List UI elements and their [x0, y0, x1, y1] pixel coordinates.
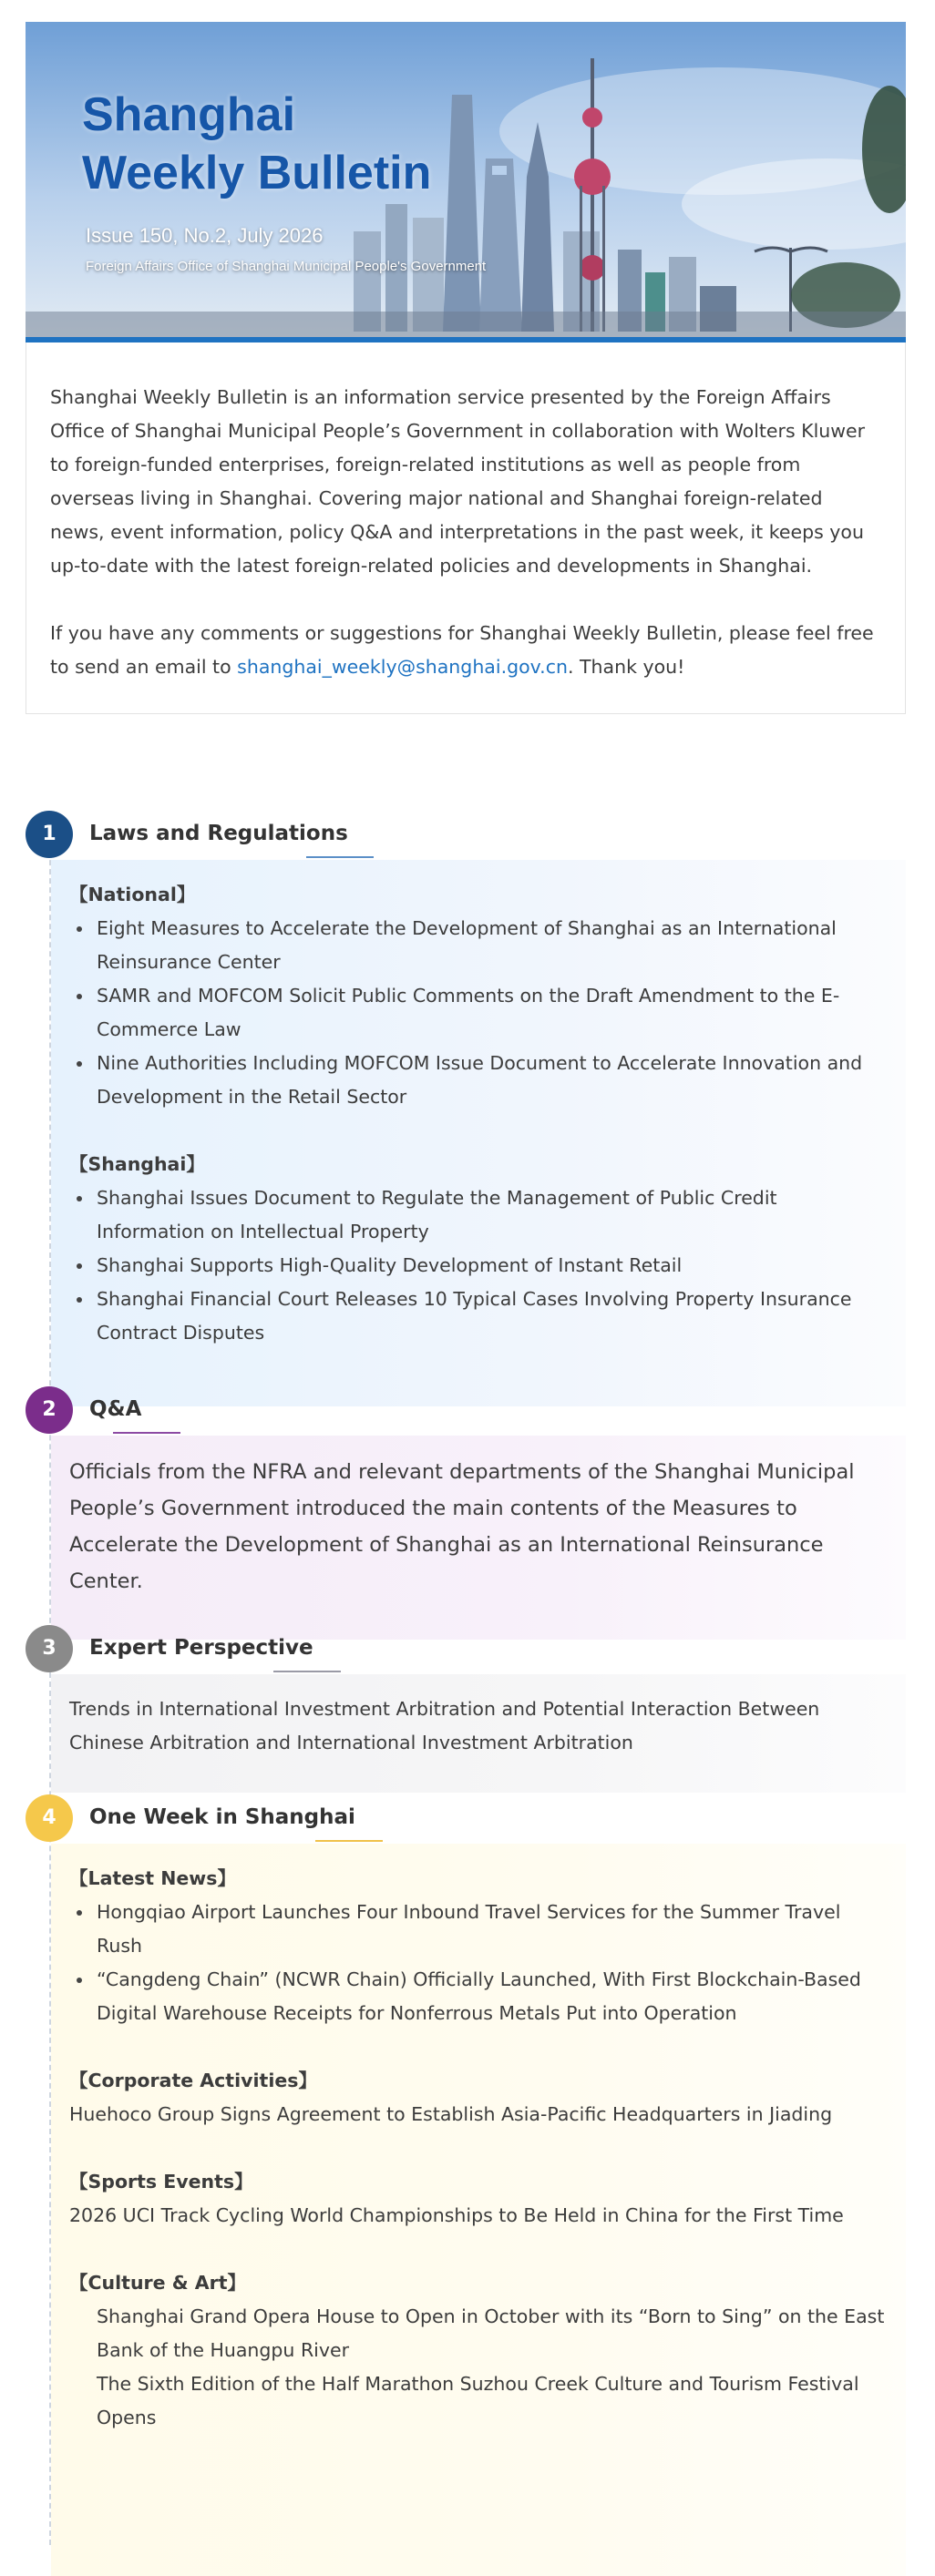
intro-paragraph: Shanghai Weekly Bulletin is an information service presented by the Foreign Affairs Office of Shanghai Municipal People’s Government in collaboration with Wolters Kluwer to foreign-funded enterprises, foreign-related institutions as well as people from overseas living in Shanghai. Covering major national and Shanghai foreign-related news, event information, policy Q&A and interpretations in the past week, it keeps you up-to-date with the latest foreign-related policies and developments in Shanghai. [50, 386, 866, 577]
title-underline [273, 1671, 341, 1672]
contact-suffix: . Thank you! [567, 656, 685, 678]
title-underline [306, 856, 374, 858]
title-underline [113, 1432, 180, 1434]
section-header [26, 1794, 906, 1844]
category-label-national: 【National】 [69, 884, 196, 905]
section-title: Laws and Regulations [89, 822, 348, 845]
list-item[interactable]: SAMR and MOFCOM Solicit Public Comments on the Draft Amendment to the E-Commerce Law [97, 979, 888, 1047]
header-banner [26, 22, 906, 342]
section-number-badge: 2 [26, 1386, 73, 1434]
intro-box [26, 342, 906, 714]
sports-item[interactable]: 2026 UCI Track Cycling World Championships to Be Held in China for the First Time [69, 2204, 844, 2226]
list-item[interactable]: Eight Measures to Accelerate the Development of Shanghai as an International Reinsurance Center [97, 912, 888, 979]
list-item[interactable]: The Sixth Edition of the Half Marathon Suzhou Creek Culture and Tourism Festival Opens [97, 2373, 859, 2428]
section-header [26, 1386, 906, 1436]
list-item[interactable]: “Cangdeng Chain” (NCWR Chain) Officially Launched, With First Blockchain-Based Digital Warehouse Receipts for Nonferrous Metals Put into Operation [97, 1963, 888, 2030]
corporate-item[interactable]: Huehoco Group Signs Agreement to Establish Asia-Pacific Headquarters in Jiading [69, 2103, 833, 2125]
banner-title-line2: Weekly Bulletin [82, 147, 432, 199]
list-item[interactable]: Nine Authorities Including MOFCOM Issue Document to Accelerate Innovation and Development in the Retail Sector [97, 1047, 888, 1114]
culture-list [69, 2300, 888, 2435]
banner-issue: Issue 150, No.2, July 2026 [86, 224, 324, 247]
banner-title-line1: Shanghai [82, 88, 296, 141]
banner-divider [26, 337, 906, 342]
banner-office: Foreign Affairs Office of Shanghai Municipal People's Government [86, 259, 487, 274]
section-body [51, 860, 906, 1406]
section-expert-perspective [26, 1625, 906, 1793]
section-body [51, 1844, 906, 2576]
section-number-badge: 3 [26, 1625, 73, 1672]
national-list [69, 912, 888, 1114]
section-qa [26, 1386, 906, 1640]
email-link[interactable]: shanghai_weekly@shanghai.gov.cn [237, 656, 568, 678]
contact-prefix: If you have any comments or suggestions for Shanghai Weekly Bulletin, please feel free to send an email to [50, 622, 874, 678]
section-one-week-in-shanghai [26, 1794, 906, 2576]
category-label-latest-news: 【Latest News】 [69, 1867, 236, 1889]
category-label-shanghai: 【Shanghai】 [69, 1153, 205, 1175]
intro-contact-paragraph [50, 617, 881, 684]
sections [26, 811, 906, 2550]
section-laws-regulations [26, 811, 906, 1406]
list-item[interactable]: Shanghai Grand Opera House to Open in October with its “Born to Sing” on the East Bank of the Huangpu River [97, 2305, 885, 2361]
section-body [51, 1674, 906, 1793]
list-item[interactable]: Shanghai Issues Document to Regulate the Management of Public Credit Information on Intellectual Property [97, 1181, 888, 1249]
list-item[interactable]: Hongqiao Airport Launches Four Inbound Travel Services for the Summer Travel Rush [97, 1896, 888, 1963]
qa-text[interactable]: Officials from the NFRA and relevant departments of the Shanghai Municipal People’s Government introduced the main contents of the Measures to Accelerate the Development of Shanghai as an International Reinsurance Center. [69, 1460, 855, 1593]
section-header [26, 1625, 906, 1674]
section-body [51, 1436, 906, 1640]
bulletin [26, 22, 906, 714]
shanghai-list [69, 1181, 888, 1350]
category-label-corporate: 【Corporate Activities】 [69, 2070, 317, 2091]
category-label-culture: 【Culture & Art】 [69, 2272, 246, 2294]
expert-article-link[interactable]: Trends in International Investment Arbitration and Potential Interaction Between Chinese Arbitration and International Investment Arbitration [69, 1698, 820, 1753]
latest-news-list [69, 1896, 888, 2030]
section-header [26, 811, 906, 860]
section-number-badge: 4 [26, 1794, 73, 1842]
title-underline [315, 1840, 383, 1842]
section-title: Q&A [89, 1397, 142, 1421]
section-title: Expert Perspective [89, 1636, 313, 1660]
section-number-badge: 1 [26, 811, 73, 858]
list-item[interactable]: Shanghai Supports High-Quality Development of Instant Retail [97, 1249, 888, 1283]
list-item[interactable]: Shanghai Financial Court Releases 10 Typical Cases Involving Property Insurance Contract Disputes [97, 1283, 888, 1350]
section-title: One Week in Shanghai [89, 1805, 355, 1829]
category-label-sports: 【Sports Events】 [69, 2171, 253, 2193]
